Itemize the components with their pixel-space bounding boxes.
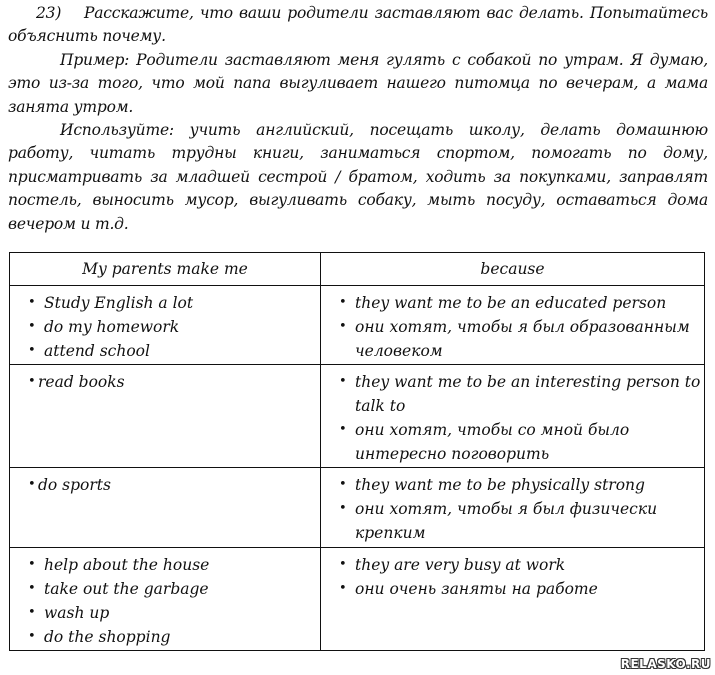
list-item: • do the shopping — [28, 625, 320, 649]
list-item: • они хотят, чтобы я был физически крепким — [339, 497, 704, 545]
task-number: 23) — [36, 4, 62, 22]
list-item: • do my homework — [28, 315, 320, 339]
list-item: • attend school — [28, 339, 320, 363]
list-item: • они хотят, чтобы я был образованным человеком — [339, 315, 704, 363]
list-item: • they want me to be physically strong — [339, 473, 704, 497]
list-item: • read books — [28, 370, 320, 394]
list-item: • do sports — [28, 473, 320, 497]
list-item: • Study English a lot — [28, 291, 320, 315]
list-item: • wash up — [28, 601, 320, 625]
header-parents-make-me: My parents make me — [10, 253, 321, 286]
task-example: Пример: Родители заставляют меня гулять с собакой по утрам. Я думаю, это из-за того, что мой папа выгуливает нашего питомца по вечерам, а мама занята утром. — [8, 50, 708, 116]
task-text — [8, 2, 708, 236]
list-item: • они хотят, чтобы со мной было интересно поговорить — [339, 418, 704, 466]
list-item: • help about the house — [28, 553, 320, 577]
table-header-row — [10, 253, 705, 286]
list-item: • they are very busy at work — [339, 553, 704, 577]
task-prompt: 23) Расскажите, что ваши родители заставляют вас делать. Попытайтесь объяснить почему. — [8, 4, 708, 46]
table-row — [10, 286, 705, 365]
list-item: • they want me to be an educated person — [339, 291, 704, 315]
list-item: • they want me to be an interesting person to talk to — [339, 370, 704, 418]
list-item: • take out the garbage — [28, 577, 320, 601]
list-item: • они очень заняты на работе — [339, 577, 704, 601]
task-use-words: Используйте: учить английский, посещать школу, делать домашнюю работу, читать трудны книги, заниматься спортом, помогать по дому, присматривать за младшей сестрой / братом, ходить за покупками, заправлят постель, выносить мусор, выгуливать собаку, мыть посуду, оставаться дома вечером и т.д. — [8, 121, 708, 233]
table-row — [10, 365, 705, 468]
table-row — [10, 468, 705, 548]
table-row — [10, 548, 705, 651]
answer-table — [9, 252, 705, 651]
header-because: because — [321, 253, 705, 286]
watermark: RELASKO.RU — [620, 657, 711, 671]
